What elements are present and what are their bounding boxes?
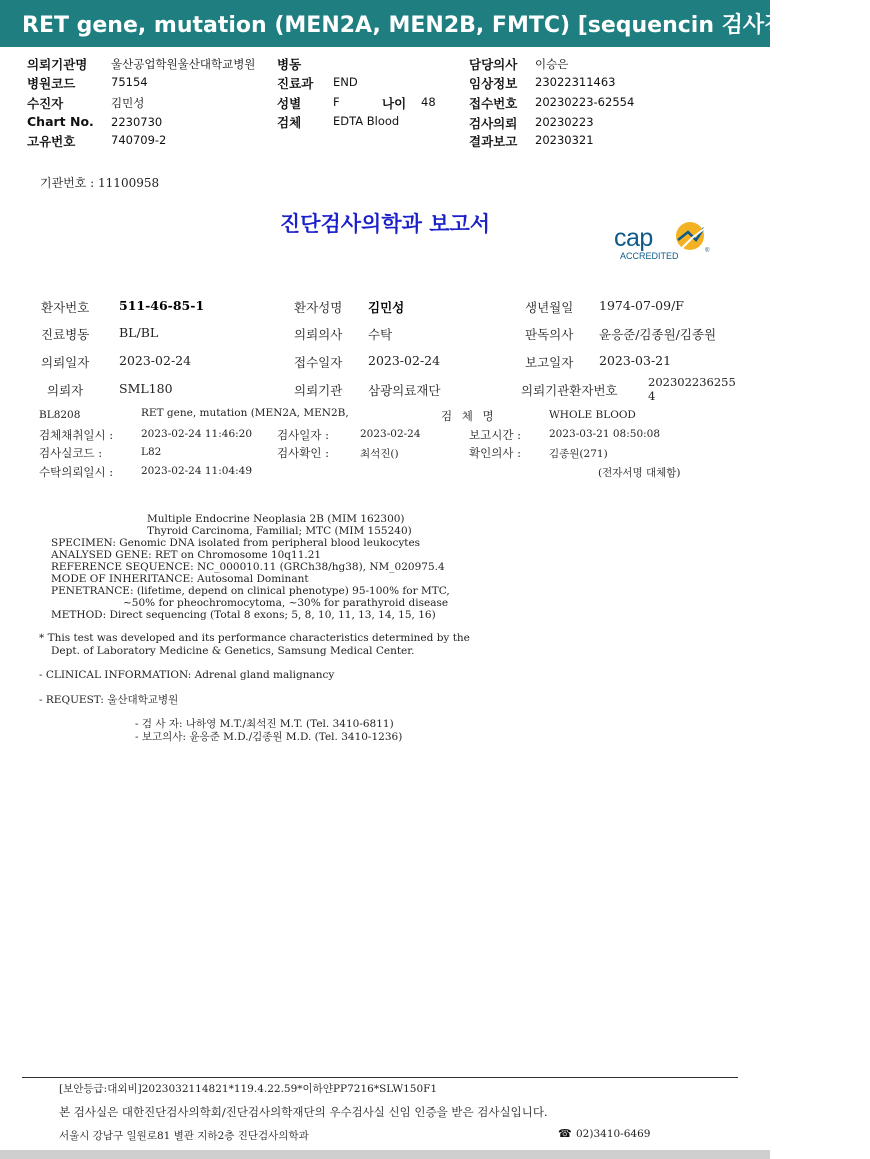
receipt-no-label: 접수번호 <box>469 96 518 111</box>
org-patient-no-label: 의뢰기관환자번호 <box>521 383 618 398</box>
body-line-5: REFERENCE SEQUENCE: NC_000010.11 (GRCh38/hg38), NM_020975.4 <box>51 561 445 573</box>
clinical-information: - CLINICAL INFORMATION: Adrenal gland malignancy <box>39 669 335 681</box>
reviewer-label: 판독의사 <box>525 327 574 342</box>
confirm-doctor-label: 확인의사 : <box>469 446 521 460</box>
org-patient-no-value-1: 202302236255 <box>648 375 736 389</box>
patient-name-value: 김민성 <box>368 300 405 315</box>
doctor-value: 이승은 <box>535 57 569 71</box>
confirm-doctor-value: 김종원(271) <box>549 448 608 460</box>
req-date-label: 의뢰일자 <box>41 355 90 370</box>
ward-value-2: BL/BL <box>119 325 159 340</box>
doctor-label: 담당의사 <box>469 57 518 72</box>
test-name: RET gene, mutation (MEN2A, MEN2B, <box>141 407 349 419</box>
test-code: BL8208 <box>39 409 81 421</box>
specimen-label: 검체 <box>277 115 302 130</box>
patient-no-label: 환자번호 <box>41 300 90 315</box>
consign-label: 수탁의뢰일시 : <box>39 465 114 479</box>
note-line-2: Dept. of Laboratory Medicine & Genetics, Samsung Medical Center. <box>51 645 415 657</box>
dept-value: END <box>333 75 358 89</box>
age-label: 나이 <box>382 96 407 111</box>
title-bar <box>0 0 870 47</box>
reviewer-value: 윤응준/김종원/김종원 <box>599 327 717 342</box>
recv-date-value: 2023-02-24 <box>368 353 441 368</box>
unique-no-label: 고유번호 <box>27 134 76 149</box>
ward-label: 병동 <box>277 57 302 72</box>
body-line-3: SPECIMEN: Genomic DNA isolated from peripheral blood leukocytes <box>51 537 421 549</box>
consign-value: 2023-02-24 11:04:49 <box>141 465 253 477</box>
cap-logo-tm: ® <box>705 248 710 254</box>
report-title: 진단검사의학과 보고서 <box>279 211 491 236</box>
body-line-8: ~50% for pheochromocytoma, ~30% for parathyroid disease <box>123 597 449 609</box>
footer-security: [보안등급:대외비]2023032114821*119.4.22.59*이하얀PP7216*SLW150F1 <box>59 1083 438 1095</box>
footer-divider <box>22 1077 738 1078</box>
cap-accredited-text: ACCREDITED <box>620 251 679 261</box>
requester-label: 의뢰자 <box>47 383 84 398</box>
req-doctor-label: 의뢰의사 <box>294 327 343 342</box>
test-date-value: 2023-02-24 <box>360 428 421 440</box>
body-line-7: PENETRANCE: (lifetime, depend on clinical phenotype) 95-100% for MTC, <box>51 585 450 597</box>
patient-name-label: 환자성명 <box>294 300 343 315</box>
hospital-code-label: 병원코드 <box>27 76 76 91</box>
specimen-name-label: 검 체 명 <box>441 409 497 423</box>
room-code-value: L82 <box>141 446 162 458</box>
hospital-code-value: 75154 <box>111 75 148 89</box>
request-date-value: 20230223 <box>535 115 594 129</box>
body-line-2: Thyroid Carcinoma, Familial; MTC (MIM 155240) <box>147 525 412 537</box>
sex-label: 성별 <box>277 96 302 111</box>
note-line-1: * This test was developed and its performance characteristics determined by the <box>39 632 470 644</box>
report-date-label: 결과보고 <box>469 134 518 149</box>
report-date-value: 20230321 <box>535 133 594 147</box>
birth-value: 1974-07-09/F <box>599 298 684 313</box>
recv-date-label: 접수일자 <box>294 355 343 370</box>
clinical-info-value: 23022311463 <box>535 75 616 89</box>
age-value: 48 <box>421 95 436 109</box>
request-org-value: 울산공업학원울산대학교병원 <box>111 57 256 71</box>
rep-date-value: 2023-03-21 <box>599 353 672 368</box>
request-date-label: 검사의뢰 <box>469 116 518 131</box>
tester-line: - 검 사 자: 나하영 M.T./최석진 M.T. (Tel. 3410-6811) <box>135 718 394 730</box>
cap-logo-text: cap <box>614 224 653 252</box>
patient-no-value: 511-46-85-1 <box>119 298 205 313</box>
body-line-9: METHOD: Direct sequencing (Total 8 exons; 5, 8, 10, 11, 13, 14, 15, 16) <box>51 609 436 621</box>
birth-label: 생년월일 <box>525 300 574 315</box>
org-patient-no-value-2: 4 <box>648 389 656 403</box>
patient-value: 김민성 <box>111 96 145 110</box>
footer-certification: 본 검사실은 대한진단검사의학회/진단검사의학재단의 우수검사실 신임 인증을 받은 검사실입니다. <box>59 1105 548 1119</box>
req-org-label: 의뢰기관 <box>294 383 343 398</box>
request-org-label: 의뢰기관명 <box>27 57 88 72</box>
req-doctor-value: 수탁 <box>368 327 393 342</box>
report-time-label: 보고시간 : <box>469 428 521 442</box>
request-line: - REQUEST: 울산대학교병원 <box>39 694 179 706</box>
footer-address: 서울시 강남구 일원로81 별관 지하2층 진단검사의학과 <box>59 1130 309 1142</box>
body-line-6: MODE OF INHERITANCE: Autosomal Dominant <box>51 573 309 585</box>
confirm-label: 검사확인 : <box>277 446 329 460</box>
bottom-band <box>0 1150 770 1159</box>
reporter-line: - 보고의사: 윤응준 M.D./김종원 M.D. (Tel. 3410-1236) <box>135 731 403 743</box>
patient-label: 수진자 <box>27 96 64 111</box>
test-date-label: 검사일자 : <box>277 428 329 442</box>
dept-label: 진료과 <box>277 76 314 91</box>
req-org-value: 삼광의료재단 <box>368 383 441 398</box>
req-date-value: 2023-02-24 <box>119 353 192 368</box>
body-line-4: ANALYSED GENE: RET on Chromosome 10q11.21 <box>51 549 322 561</box>
body-line-1: Multiple Endocrine Neoplasia 2B (MIM 162300) <box>147 513 405 525</box>
chart-label: Chart No. <box>27 114 94 129</box>
specimen-value: EDTA Blood <box>333 114 400 128</box>
collect-label: 검체채취일시 : <box>39 428 114 442</box>
esign-note: (전자서명 대체함) <box>598 467 681 479</box>
collect-value: 2023-02-24 11:46:20 <box>141 428 253 440</box>
cap-accredited-logo <box>612 218 712 266</box>
page-title: RET gene, mutation (MEN2A, MEN2B, FMTC) [sequencin 검사결과보고서 <box>22 13 870 38</box>
ward-label-2: 진료병동 <box>41 327 90 342</box>
chart-value: 2230730 <box>111 115 163 129</box>
report-time-value: 2023-03-21 08:50:08 <box>549 428 661 440</box>
requester-value: SML180 <box>119 381 173 396</box>
specimen-name-value: WHOLE BLOOD <box>549 409 636 421</box>
clinical-info-label: 임상정보 <box>469 76 518 91</box>
confirm-value: 최석진() <box>360 448 399 460</box>
sex-value: F <box>333 95 340 109</box>
telephone-icon: ☎ <box>558 1127 572 1140</box>
room-code-label: 검사실코드 : <box>39 446 103 460</box>
receipt-no-value: 20230223-62554 <box>535 95 635 109</box>
rep-date-label: 보고일자 <box>525 355 574 370</box>
footer-phone: 02)3410-6469 <box>576 1128 651 1140</box>
org-number: 기관번호 : 11100958 <box>40 176 160 190</box>
unique-no-value: 740709-2 <box>111 133 167 147</box>
